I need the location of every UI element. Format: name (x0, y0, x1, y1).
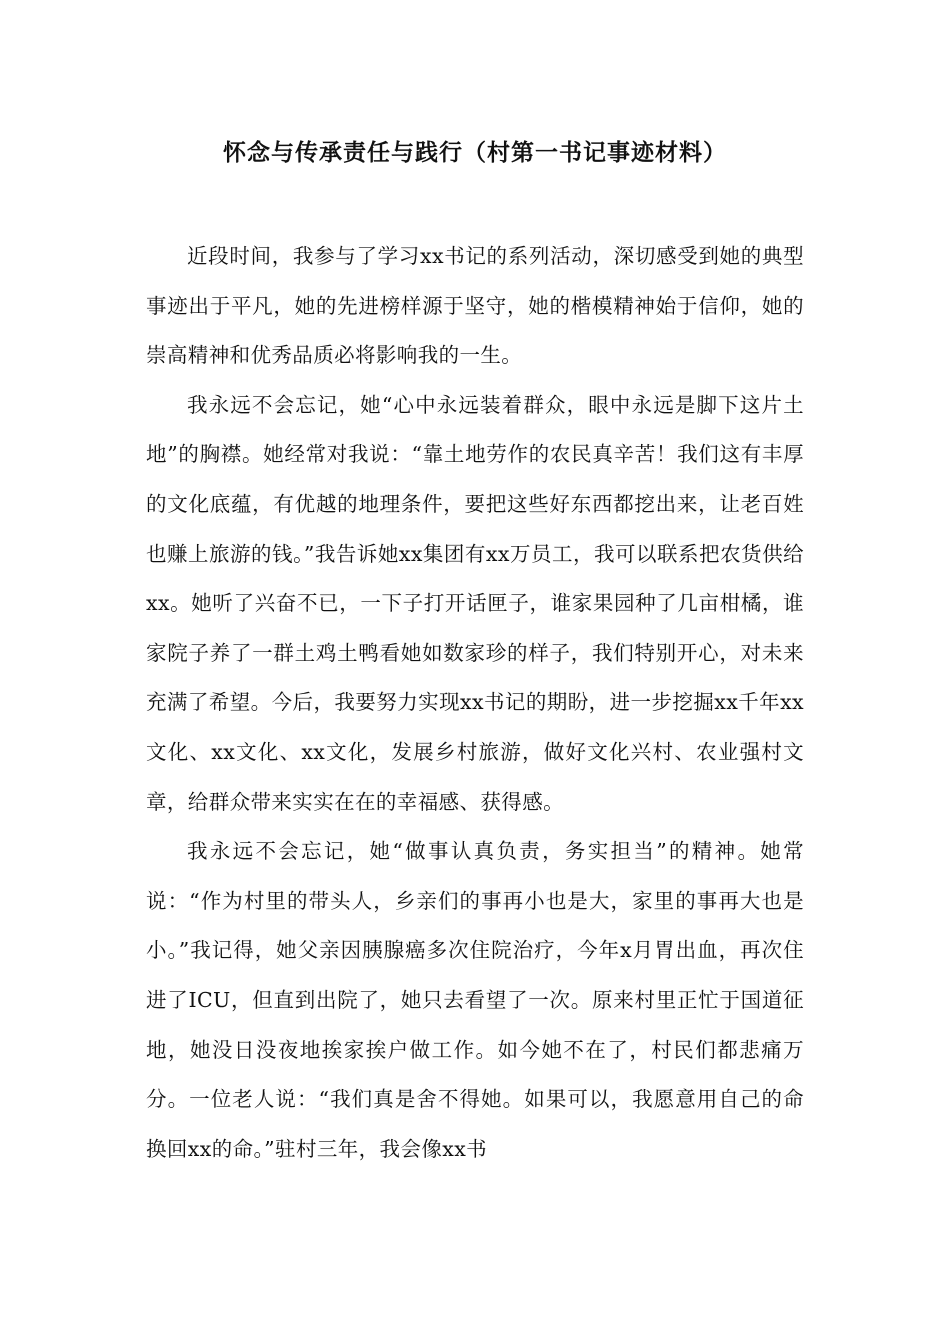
document-title: 怀念与传承责任与践行（村第一书记事迹材料） (223, 139, 727, 166)
document-body (146, 232, 804, 1174)
paragraph-2: 我永远不会忘记，她“心中永远装着群众，眼中永远是脚下这片土地”的胸襟。她经常对我说：“靠土地劳作的农民真辛苦！我们这有丰厚的文化底蕴，有优越的地理条件，要把这些好东西都挖出来，让老百姓也赚上旅游的钱。”我告诉她xx集团有xx万员工，我可以联系把农货供给xx。她听了兴奋不已，一下子打开话匣子，谁家果园种了几亩柑橘，谁家院子养了一群土鸡土鸭看她如数家珍的样子，我们特别开心，对未来充满了希望。今后，我要努力实现xx书记的期盼，进一步挖掘xx千年xx文化、xx文化、xx文化，发展乡村旅游，做好文化兴村、农业强村文章，给群众带来实实在在的幸福感、获得感。 (146, 392, 804, 814)
paragraph-1: 近段时间，我参与了学习xx书记的系列活动，深切感受到她的典型事迹出于平凡，她的先进榜样源于坚守，她的楷模精神始于信仰，她的崇高精神和优秀品质必将影响我的一生。 (146, 244, 804, 368)
paragraph-3: 我永远不会忘记，她“做事认真负责，务实担当”的精神。她常说：“作为村里的带头人，乡亲们的事再小也是大，家里的事再大也是小。”我记得，她父亲因胰腺癌多次住院治疗，今年x月胃出血，再次住进了ICU，但直到出院了，她只去看望了一次。原来村里正忙于国道征地，她没日没夜地挨家挨户做工作。如今她不在了，村民们都悲痛万分。一位老人说：“我们真是舍不得她。如果可以，我愿意用自己的命换回xx的命。”驻村三年，我会像xx书 (146, 839, 804, 1161)
